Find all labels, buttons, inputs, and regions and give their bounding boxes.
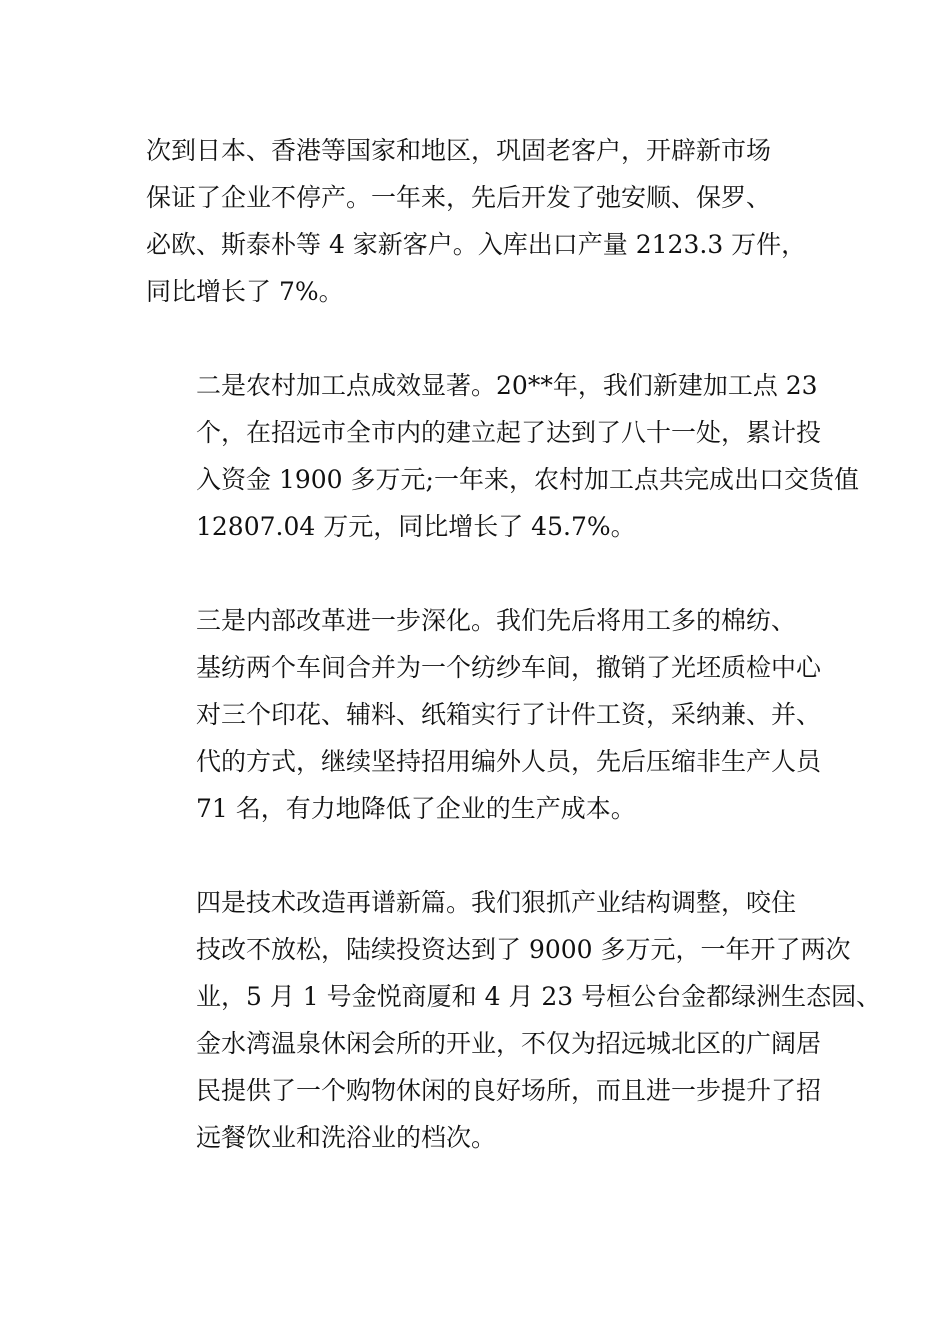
paragraph-export-markets <box>146 127 806 315</box>
text-line: 个，在招远市全市内的建立起了达到了八十一处，累计投 <box>196 418 822 447</box>
text-line: 次到日本、香港等国家和地区，巩固老客户，开辟新市场 <box>146 136 772 165</box>
text-line: 代的方式，继续坚持招用编外人员，先后压缩非生产人员 <box>196 747 822 776</box>
text-line: 业，5 月 1 号金悦商厦和 4 月 23 号桓公台金都绿洲生态园、 <box>196 982 882 1011</box>
text-line: 技改不放松，陆续投资达到了 9000 多万元，一年开了两次 <box>196 935 851 964</box>
text-line: 四是技术改造再谱新篇。我们狠抓产业结构调整，咬住 <box>196 888 797 917</box>
text-line: 入资金 1900 多万元;一年来，农村加工点共完成出口交货值 <box>196 465 859 494</box>
text-line: 三是内部改革进一步深化。我们先后将用工多的棉纺、 <box>196 606 797 635</box>
text-line: 远餐饮业和洗浴业的档次。 <box>196 1123 497 1152</box>
text-line: 保证了企业不停产。一年来，先后开发了弛安顺、保罗、 <box>146 183 772 212</box>
text-line: 必欧、斯泰朴等 4 家新客户。入库出口产量 2123.3 万件， <box>146 230 807 259</box>
paragraph-internal-reform <box>146 597 822 832</box>
document-body <box>146 127 882 1161</box>
paragraph-technical-upgrade <box>146 879 882 1161</box>
text-line: 民提供了一个购物休闲的良好场所，而且进一步提升了招 <box>196 1076 822 1105</box>
text-line: 71 名，有力地降低了企业的生产成本。 <box>196 794 636 823</box>
paragraph-rural-processing <box>146 362 859 550</box>
text-line: 二是农村加工点成效显著。20**年，我们新建加工点 23 <box>196 371 818 400</box>
text-line: 基纺两个车间合并为一个纺纱车间，撤销了光坯质检中心 <box>196 653 822 682</box>
text-line: 12807.04 万元，同比增长了 45.7%。 <box>196 512 636 541</box>
text-line: 对三个印花、辅料、纸箱实行了计件工资，采纳兼、并、 <box>196 700 822 729</box>
text-line: 同比增长了 7%。 <box>146 277 344 306</box>
text-line: 金水湾温泉休闲会所的开业，不仅为招远城北区的广阔居 <box>196 1029 822 1058</box>
